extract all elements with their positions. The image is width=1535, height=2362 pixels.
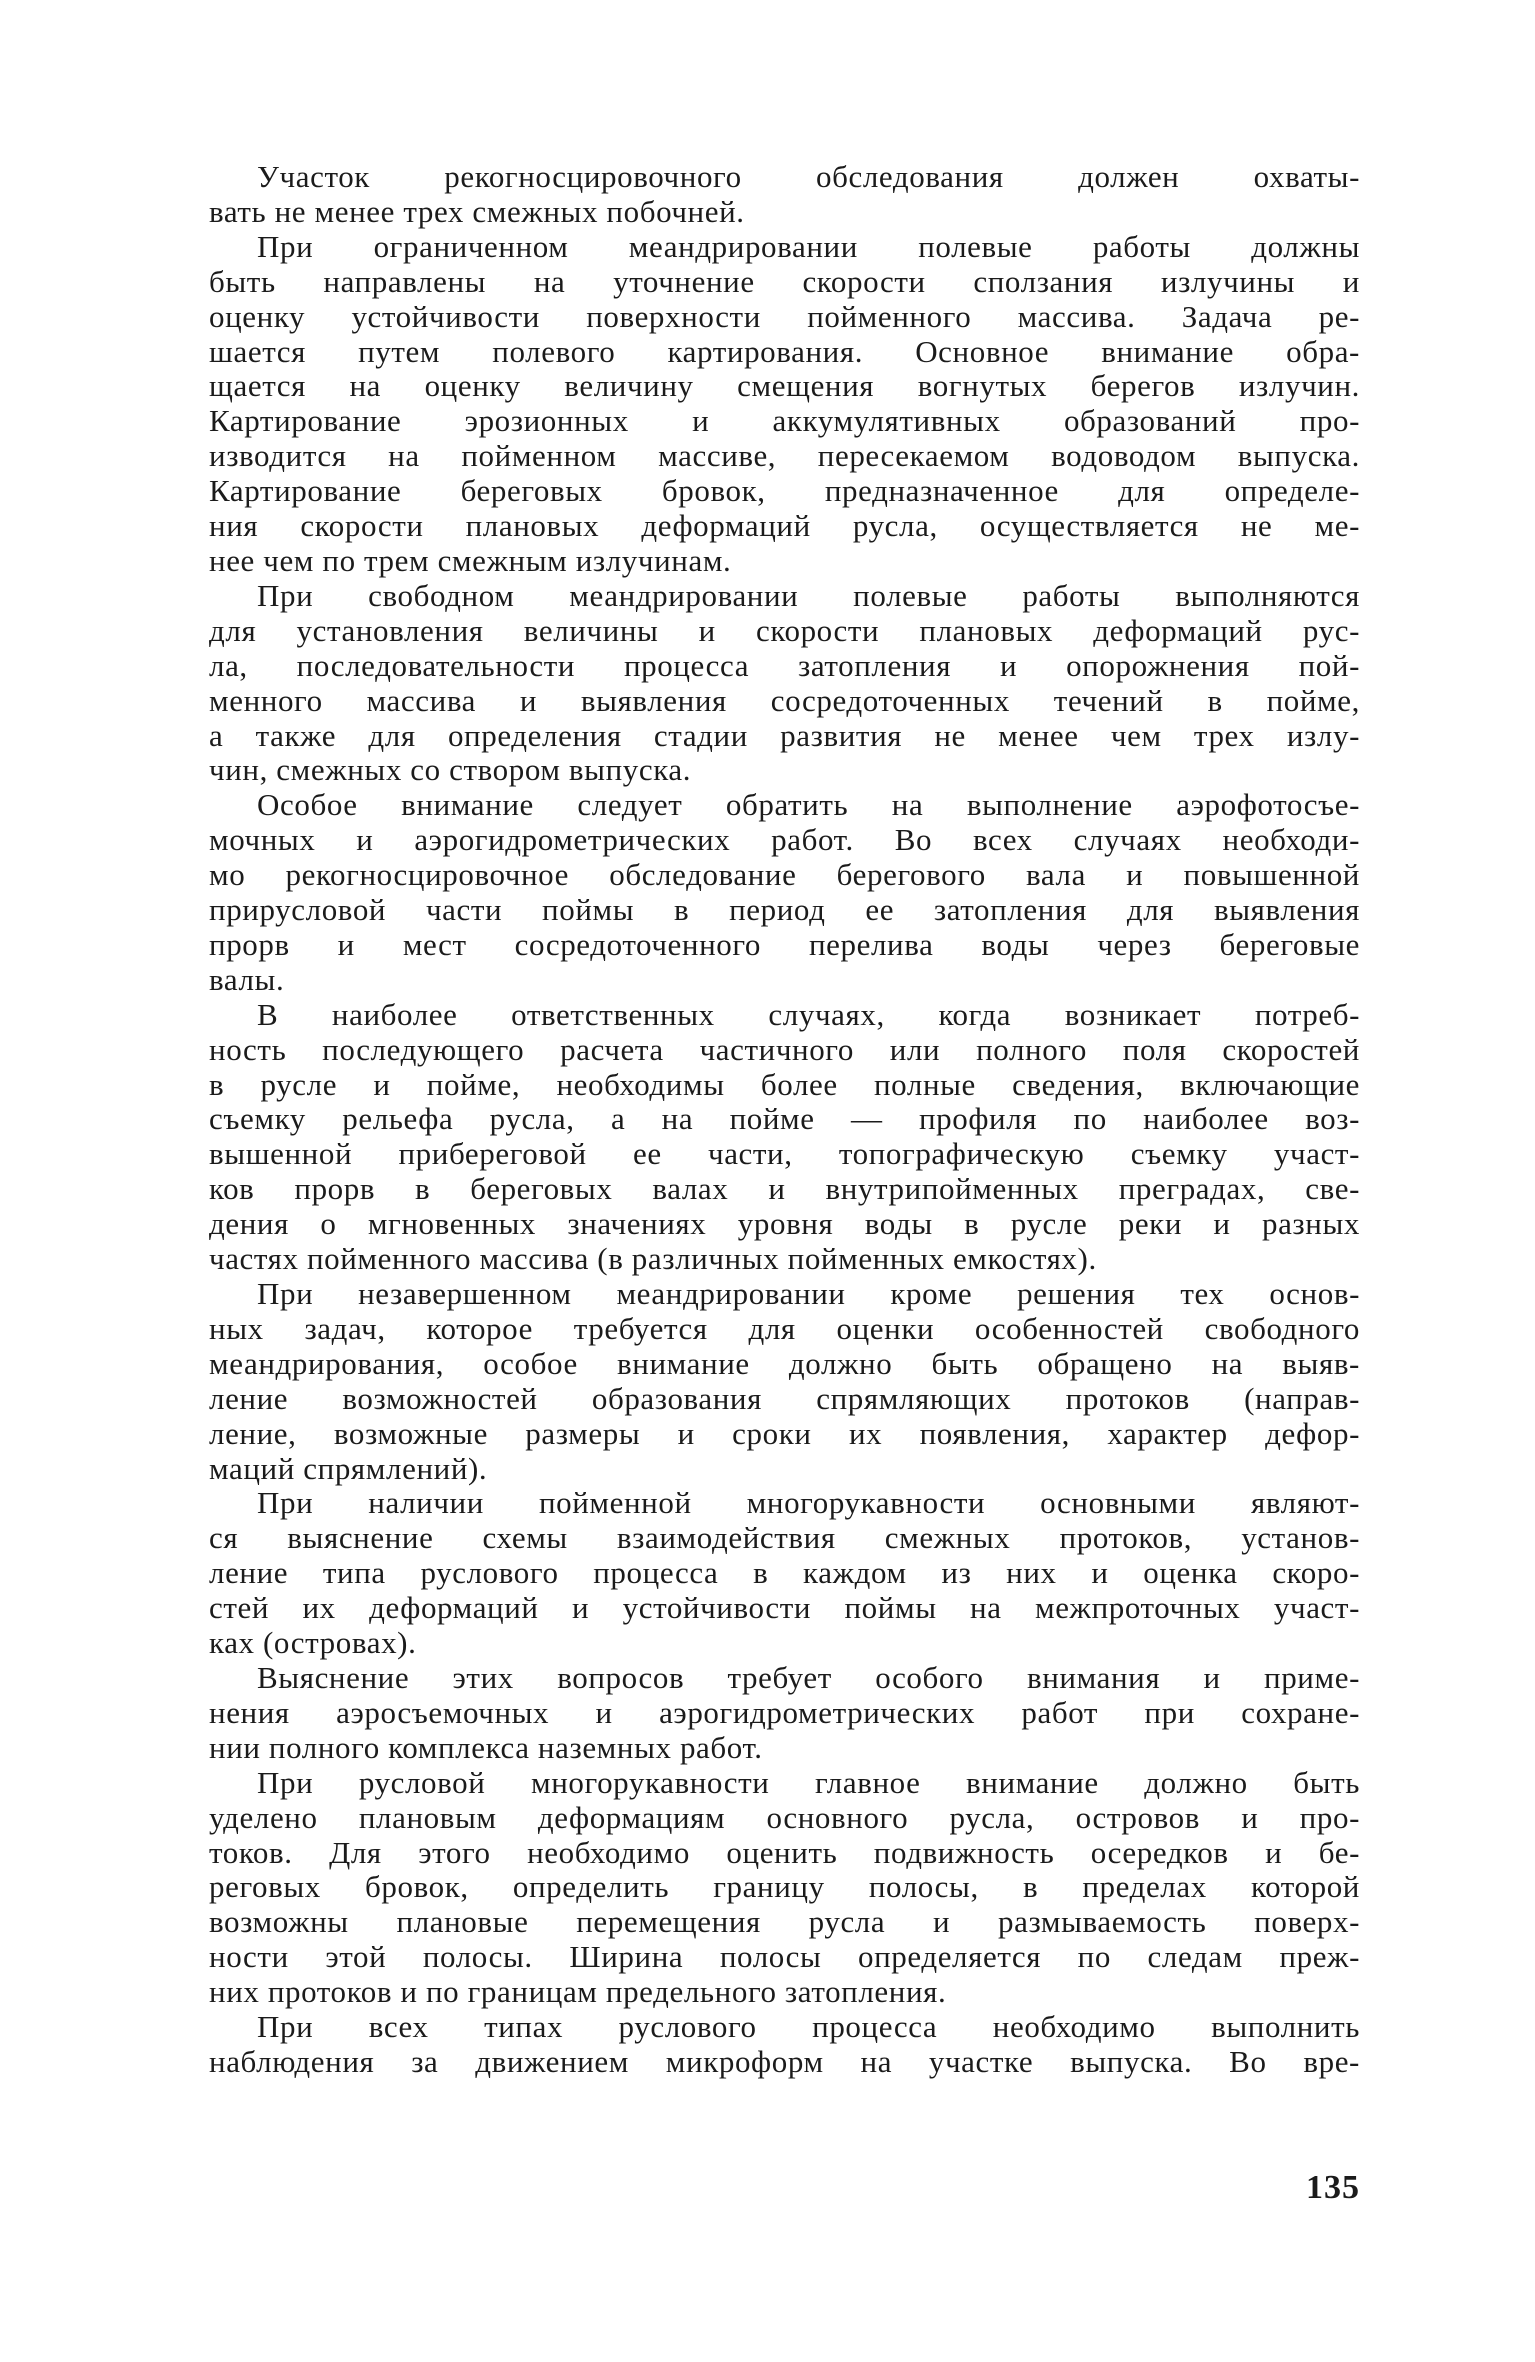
text-line: ление, возможные размеры и сроки их появления, характер дефор- — [209, 1415, 1360, 1451]
text-line: оценку устойчивости поверхности пойменного массива. Задача ре- — [209, 298, 1360, 334]
text-line: При всех типах руслового процесса необходимо выполнить — [257, 2009, 1360, 2045]
text-line: валы. — [209, 961, 285, 997]
text-line: прорв и мест сосредоточенного перелива воды через береговые — [209, 926, 1360, 962]
text-line: токов. Для этого необходимо оценить подвижность осередков и бе- — [209, 1834, 1360, 1870]
paragraph — [209, 1486, 1360, 1661]
text-line: изводится на пойменном массиве, пересекаемом водоводом выпуска. — [209, 438, 1360, 474]
paragraph — [209, 230, 1360, 579]
text-line: в русле и пойме, необходимы более полные сведения, включающие — [209, 1066, 1360, 1102]
paragraph — [209, 788, 1360, 997]
text-line: них протоков и по границам предельного затопления. — [209, 1974, 947, 2010]
text-line: ных задач, которое требуется для оценки особенностей свободного — [209, 1310, 1360, 1346]
text-line: частях пойменного массива (в различных пойменных емкостях). — [209, 1241, 1097, 1277]
text-line: реговых бровок, определить границу полосы, в пределах которой — [209, 1869, 1360, 1905]
text-line: щается на оценку величину смещения вогнутых берегов излучин. — [209, 368, 1360, 404]
text-line: меандрирования, особое внимание должно быть обращено на выяв- — [209, 1345, 1360, 1381]
text-line: чин, смежных со створом выпуска. — [209, 752, 692, 788]
text-line: ся выяснение схемы взаимодействия смежных протоков, установ- — [209, 1520, 1360, 1556]
paragraph — [209, 1277, 1360, 1486]
text-line: При наличии пойменной многорукавности основными являют- — [257, 1485, 1360, 1521]
text-line: Картирование эрозионных и аккумулятивных образований про- — [209, 403, 1360, 439]
text-line: уделено плановым деформациям основного русла, островов и про- — [209, 1799, 1360, 1835]
text-line: съемку рельефа русла, а на пойме — профиля по наиболее воз- — [209, 1101, 1360, 1137]
text-line: ла, последовательности процесса затопления и опорожнения пой- — [209, 647, 1360, 683]
text-line: При незавершенном меандрировании кроме решения тех основ- — [257, 1276, 1360, 1311]
text-line: вышенной прибереговой ее части, топографическую съемку участ- — [209, 1136, 1360, 1172]
text-line: При ограниченном меандрировании полевые работы должны — [257, 228, 1360, 264]
paragraph — [209, 2010, 1360, 2080]
text-line: При русловой многорукавности главное внимание должно быть — [257, 1764, 1360, 1800]
text-line: В наиболее ответственных случаях, когда возникает потреб- — [257, 996, 1360, 1032]
text-line: быть направлены на уточнение скорости сползания излучины и — [209, 263, 1360, 299]
text-line: шается путем полевого картирования. Основное внимание обра- — [209, 333, 1360, 369]
text-line: Особое внимание следует обратить на выполнение аэрофотосъе- — [257, 787, 1360, 823]
text-line: менного массива и выявления сосредоточенных течений в пойме, — [209, 682, 1360, 718]
text-line: ление возможностей образования спрямляющих протоков (направ- — [209, 1380, 1360, 1416]
text-line: для установления величины и скорости плановых деформаций рус- — [209, 612, 1360, 648]
text-line: мо рекогносцировочное обследование берегового вала и повышенной — [209, 857, 1360, 893]
paragraph — [209, 1766, 1360, 2010]
text-line: дения о мгновенных значениях уровня воды в русле реки и разных — [209, 1206, 1360, 1242]
text-line: наблюдения за движением микроформ на участке выпуска. Во вре- — [209, 2043, 1360, 2079]
text-line: Картирование береговых бровок, предназначенное для определе- — [209, 473, 1360, 509]
text-line: нения аэросъемочных и аэрогидрометрических работ при сохране- — [209, 1694, 1360, 1730]
text-line: а также для определения стадии развития не менее чем трех излу- — [209, 717, 1360, 753]
text-line: маций спрямлений). — [209, 1450, 488, 1486]
text-line: вать не менее трех смежных побочней. — [209, 193, 745, 229]
paragraph — [209, 1661, 1360, 1766]
text-line: прирусловой части поймы в период ее затопления для выявления — [209, 892, 1360, 928]
paragraph — [209, 579, 1360, 788]
text-line: нее чем по трем смежным излучинам. — [209, 542, 732, 578]
text-line: стей их деформаций и устойчивости поймы на межпроточных участ- — [209, 1590, 1360, 1626]
paragraph — [209, 160, 1360, 230]
text-line: ности этой полосы. Ширина полосы определяется по следам преж- — [209, 1939, 1360, 1975]
text-line: ков прорв в береговых валах и внутрипойменных преградах, све- — [209, 1171, 1360, 1207]
text-line: ность последующего расчета частичного или полного поля скоростей — [209, 1031, 1360, 1067]
paragraph — [209, 998, 1360, 1277]
text-line: Выяснение этих вопросов требует особого внимания и приме- — [257, 1659, 1360, 1695]
page-number: 135 — [1306, 2169, 1360, 2206]
text-line: нии полного комплекса наземных работ. — [209, 1729, 763, 1765]
text-line: При свободном меандрировании полевые работы выполняются — [257, 577, 1360, 613]
body-text — [209, 160, 1360, 2080]
text-line: возможны плановые перемещения русла и размываемость поверх- — [209, 1904, 1360, 1940]
text-line: ление типа руслового процесса в каждом из них и оценка скоро- — [209, 1555, 1360, 1591]
text-line: ния скорости плановых деформаций русла, осуществляется не ме- — [209, 508, 1360, 544]
text-line: мочных и аэрогидрометрических работ. Во всех случаях необходи- — [209, 822, 1360, 858]
text-line: Участок рекогносцировочного обследования должен охваты- — [257, 159, 1360, 194]
text-line: ках (островах). — [209, 1625, 417, 1661]
